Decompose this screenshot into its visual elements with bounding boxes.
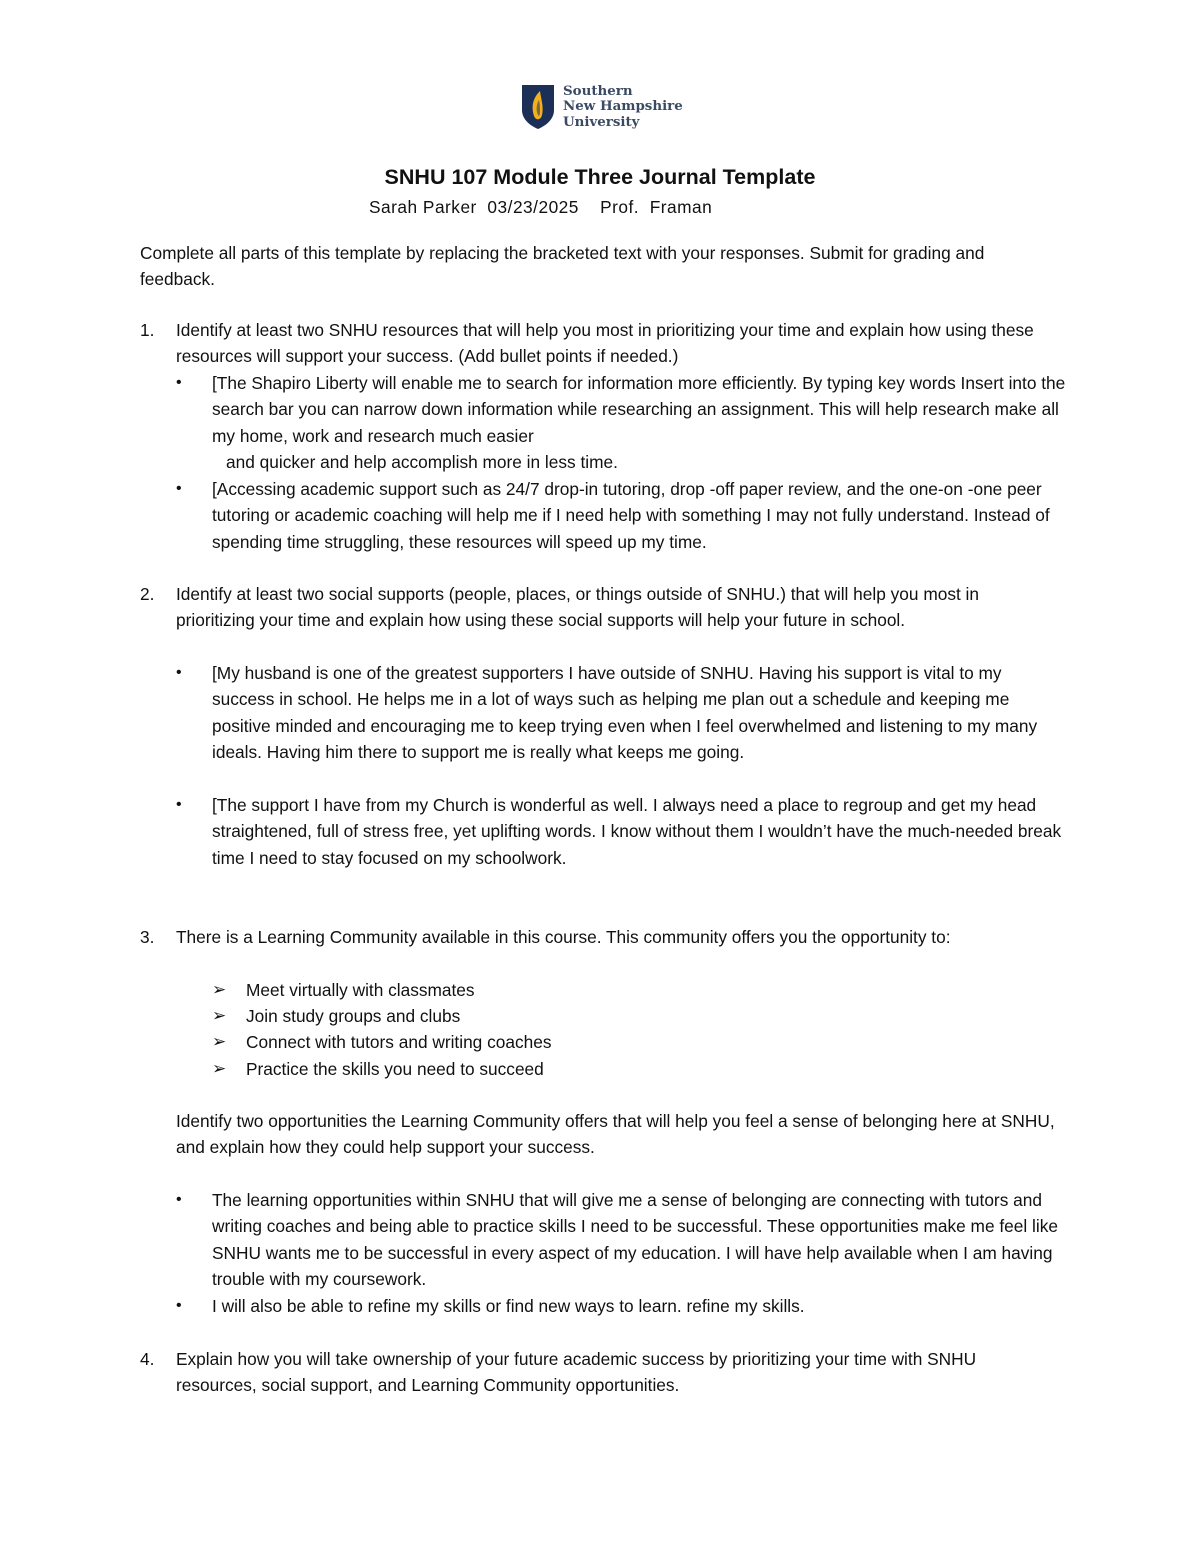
arrow-item-text: Join study groups and clubs [246, 1006, 461, 1026]
arrow-bullet-icon: ➢ [212, 1006, 227, 1025]
bullet-icon: • [176, 480, 182, 497]
snhu-shield-icon [521, 84, 555, 130]
arrow-bullet-icon: ➢ [212, 1059, 227, 1078]
answer-text: [Accessing academic support such as 24/7 drop-in tutoring, drop -off paper review, and the one-on -one peer tutoring or academic coaching will help me if I need help with something I may not fully understand. Instead of spending time struggling, these resources will speed up my time. [212, 479, 1050, 552]
arrow-list-item [212, 1003, 460, 1029]
question-number: 1. [140, 320, 155, 340]
answer-continuation: and quicker and help accomplish more in less time. [226, 451, 618, 472]
arrow-bullet-icon: ➢ [212, 1032, 227, 1051]
answer-text: I will also be able to refine my skills or find new ways to learn. refine my skills. [212, 1296, 805, 1316]
question-2 [140, 581, 1060, 634]
arrow-item-text: Meet virtually with classmates [246, 980, 475, 1000]
question-text: Explain how you will take ownership of your future academic success by prioritizing your time with SNHU resources, social support, and Learning Community opportunities. [176, 1349, 977, 1396]
answer-text: [The support I have from my Church is wonderful as well. I always need a place to regroup and get my head straightened, full of stress free, yet uplifting words. I know without them I wouldn’t have the much-needed break time I need to stay focused on my schoolwork. [212, 795, 1062, 868]
answer-bullet [176, 370, 1066, 475]
answer-bullet [176, 792, 1066, 871]
question-text: Identify at least two SNHU resources that will help you most in prioritizing your time and explain how using these resources will support your success. (Add bullet points if needed.) [176, 320, 1034, 367]
answer-bullet [176, 1187, 1066, 1292]
logo-wordmark [563, 84, 683, 130]
snhu-logo [521, 84, 683, 134]
question-text: There is a Learning Community available in this course. This community offers you the opportunity to: [176, 927, 951, 947]
bullet-icon: • [176, 374, 182, 391]
question-3 [140, 924, 1060, 950]
bullet-icon: • [176, 796, 182, 813]
arrow-list-item [212, 1056, 544, 1082]
answer-bullet [176, 660, 1066, 765]
answer-text: [The Shapiro Liberty will enable me to search for information more efficiently. By typing key words Insert into the search bar you can narrow down information while researching an assignment. This will help research make all my home, work and research much easier [212, 373, 1066, 446]
question-1 [140, 317, 1060, 370]
arrow-item-text: Connect with tutors and writing coaches [246, 1032, 552, 1052]
bullet-icon: • [176, 664, 182, 681]
question-number: 4. [140, 1349, 155, 1369]
logo-line-university: University [563, 113, 640, 130]
logo-line-new-hampshire: New Hampshire [563, 98, 683, 115]
arrow-list-item [212, 1029, 551, 1055]
instructions: Complete all parts of this template by replacing the bracketed text with your responses. Submit for grading and feedback. [140, 243, 985, 289]
arrow-bullet-icon: ➢ [212, 980, 227, 999]
question-text: Identify at least two social supports (people, places, or things outside of SNHU.) that will help you most in prioritizing your time and explain how using these social supports will help your future in school. [176, 584, 980, 631]
arrow-list-item [212, 977, 475, 1003]
document-title: SNHU 107 Module Three Journal Template [384, 165, 816, 189]
question-number: 3. [140, 927, 155, 947]
answer-bullet [176, 476, 1066, 555]
logo-line-southern: Southern [563, 83, 633, 99]
author-byline: Sarah Parker 03/23/2025 Prof. Framan [369, 197, 713, 217]
bullet-icon: • [176, 1191, 182, 1208]
answer-text: The learning opportunities within SNHU that will give me a sense of belonging are connecting with tutors and writing coaches and being able to practice skills I need to be successful. These opportunities make me feel like SNHU wants me to be successful in every aspect of my education. I will have help available when I am having trouble with my coursework. [212, 1190, 1058, 1289]
bullet-icon: • [176, 1297, 182, 1314]
answer-text: [My husband is one of the greatest supporters I have outside of SNHU. Having his support is vital to my success in school. He helps me in a lot of ways such as helping me plan out a schedule and keeping me positive minded and encouraging me to keep trying even when I feel overwhelmed and listening to my many ideals. Having him there to support me is really what keeps me going. [212, 663, 1038, 762]
question-4 [140, 1346, 1060, 1399]
arrow-item-text: Practice the skills you need to succeed [246, 1059, 544, 1079]
question-number: 2. [140, 584, 155, 604]
answer-bullet [176, 1293, 1066, 1319]
question-3-prompt: Identify two opportunities the Learning Community offers that will help you feel a sense of belonging here at SNHU, and explain how they could help support your success. [176, 1111, 1055, 1158]
